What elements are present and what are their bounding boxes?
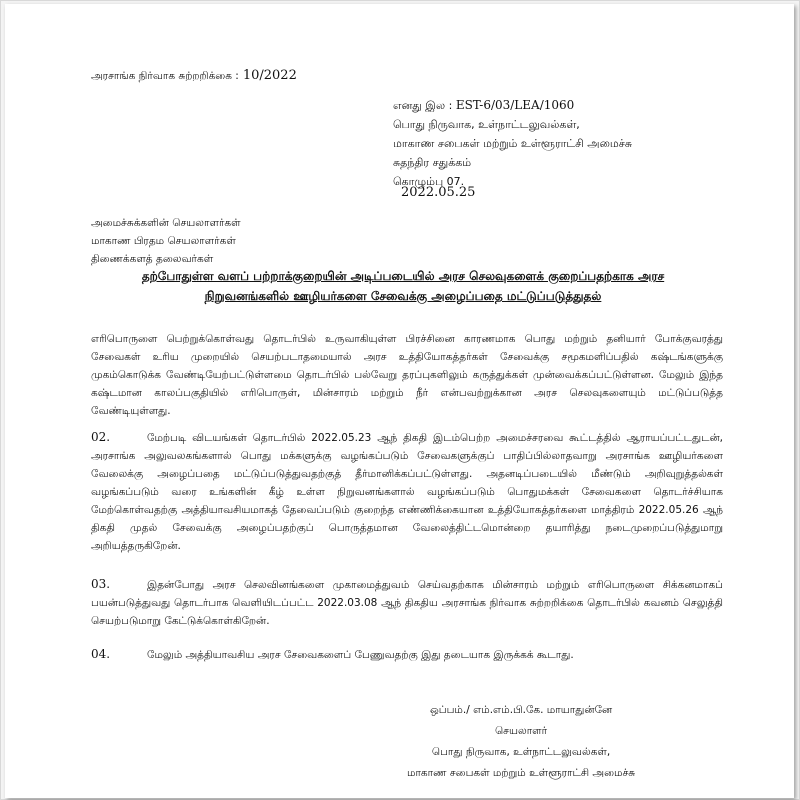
sender-address: [393, 96, 632, 191]
address-line: கொழும்பு 07.: [393, 175, 465, 188]
paragraph-number: 02.: [91, 430, 111, 444]
paragraph-text: எரிபொருளை பெற்றுக்கொள்வது தொடர்பில் உருவாகியுள்ள பிரச்சினை காரணமாக பொது மற்றும் தனியார் போக்குவரத்து சேவைகள் உரிய முறையில் செயற்படாதமையால் அரச உத்தியோகத்தர்கள் சேவைக்கு சமூகமளிப்பதில் கஷ்டங்களுக்கு முகம்கொடுக்க வேண்டியேற்பட்டுள்ளமை தொடர்பில் பல்வேறு தரப்புகளிலும் கருத்துக்கள் முன்வைக்கப்பட்டுள்ளன. மேலும் இந்த கஷ்டமான காலப்பகுதியில் எரிபொருள், மின்சாரம் மற்றும் நீர் என்பவற்றுக்கான அரச செலவுகளையும் மட்டுப்படுத்த வேண்டியுள்ளது.: [91, 333, 723, 417]
circular-number: 10/2022: [242, 68, 297, 83]
address-line: சுதந்திர சதுக்கம்: [393, 156, 472, 169]
signature-line: மாகாண சபைகள் மற்றும் உள்ளூராட்சி அமைச்சு: [407, 767, 636, 779]
document-heading: தற்போதுள்ள வளப் பற்றாக்குறையின் அடிப்படையில் அரச செலவுகளைக் குறைப்பதற்காக அரச நிறுவனங்களில் ஊழியர்களை சேவைக்கு அழைப்பதை மட்டுப்படுத்துதல்: [141, 269, 665, 303]
paragraph-number: 03.: [91, 577, 111, 591]
paragraph-2: [91, 428, 723, 555]
recipient-line: அமைச்சுக்களின் செயலாளர்கள்: [91, 217, 241, 229]
document-page: [5, 4, 794, 798]
circular-header: [91, 68, 297, 83]
recipients: [91, 214, 241, 268]
reference-number: EST-6/03/LEA/1060: [455, 98, 575, 112]
reference-label: எனது இல :: [393, 99, 453, 112]
reference-line: [393, 96, 632, 115]
signature-title: செயலாளர்: [494, 725, 548, 737]
paragraph-text: மேலும் அத்தியாவசிய அரச சேவைகளைப் பேணுவதற்கு இது தடையாக இருக்கக் கூடாது.: [147, 649, 574, 661]
paragraph-1: [91, 330, 723, 420]
signature-name: ஒப்பம்./ எம்.எம்.பி.கே. மாயாதுன்னே: [429, 704, 613, 716]
recipient-line: திணைக்களத் தலைவர்கள்: [91, 253, 214, 265]
signature-block: [407, 700, 635, 784]
document-date: 2022.05.25: [401, 185, 476, 200]
paragraph-4: [91, 645, 723, 664]
paragraph-text: மேற்படி விடயங்கள் தொடர்பில் 2022.05.23 ஆந் திகதி இடம்பெற்ற அமைச்சரவை கூட்டத்தில் ஆராயப்பட்டதுடன், அரசாங்க அலுவலகங்களால் பொது மக்களுக்கு வழங்கப்படும் சேவைகளுக்குப் பாதிப்பில்லாதவாறு அரசாங்க ஊழியர்களை வேலைக்கு அழைப்பதை மட்டுப்படுத்துவதற்குத் தீர்மானிக்கப்பட்டுள்ளது. அதனடிப்படையில் மீண்டும் அறிவுறுத்தல்கள் வழங்கப்படும் வரை உங்களின் கீழ் உள்ள நிறுவனங்களால் வழங்கப்படும் பொதுமக்கள் சேவைகளை தொடர்ச்சியாக மேற்கொள்வதற்கு அத்தியாவசியமாகத் தேவைப்படும் குறைந்த எண்ணிக்கையான உத்தியோகத்தர்களை மாத்திரம் 2022.05.26 ஆந் திகதி முதல் சேவைக்கு அழைப்பதற்குப் பொருத்தமான வேலைத்திட்டமொன்றை தயாரித்து நடைமுறைப்படுத்துமாறு அறியத்தருகிறேன்.: [91, 432, 723, 552]
signature-line: பொது நிருவாக, உள்நாட்டலுவல்கள்,: [431, 746, 611, 758]
paragraph-number: 04.: [91, 647, 111, 661]
address-line: பொது நிருவாக, உள்நாட்டலுவல்கள்,: [393, 118, 580, 131]
recipient-line: மாகாண பிரதம செயலாளர்கள்: [91, 235, 236, 247]
paragraph-3: [91, 575, 723, 630]
paragraph-text: இதன்போது அரச செலவினங்களை முகாமைத்துவம் செய்வதற்காக மின்சாரம் மற்றும் எரிபொருளை சிக்கனமாகப் பயன்படுத்துவது தொடர்பாக வெளியிடப்பட்ட 2022.03.08 ஆந் திகதிய அரசாங்க நிர்வாக சுற்றறிக்கை தொடர்பில் கவனம் செலுத்தி செயற்படுமாறு கேட்டுக்கொள்கிறேன்.: [91, 579, 723, 627]
address-line: மாகாண சபைகள் மற்றும் உள்ளூராட்சி அமைச்சு: [393, 137, 633, 150]
circular-label: அரசாங்க நிர்வாக சுற்றறிக்கை :: [91, 70, 239, 82]
